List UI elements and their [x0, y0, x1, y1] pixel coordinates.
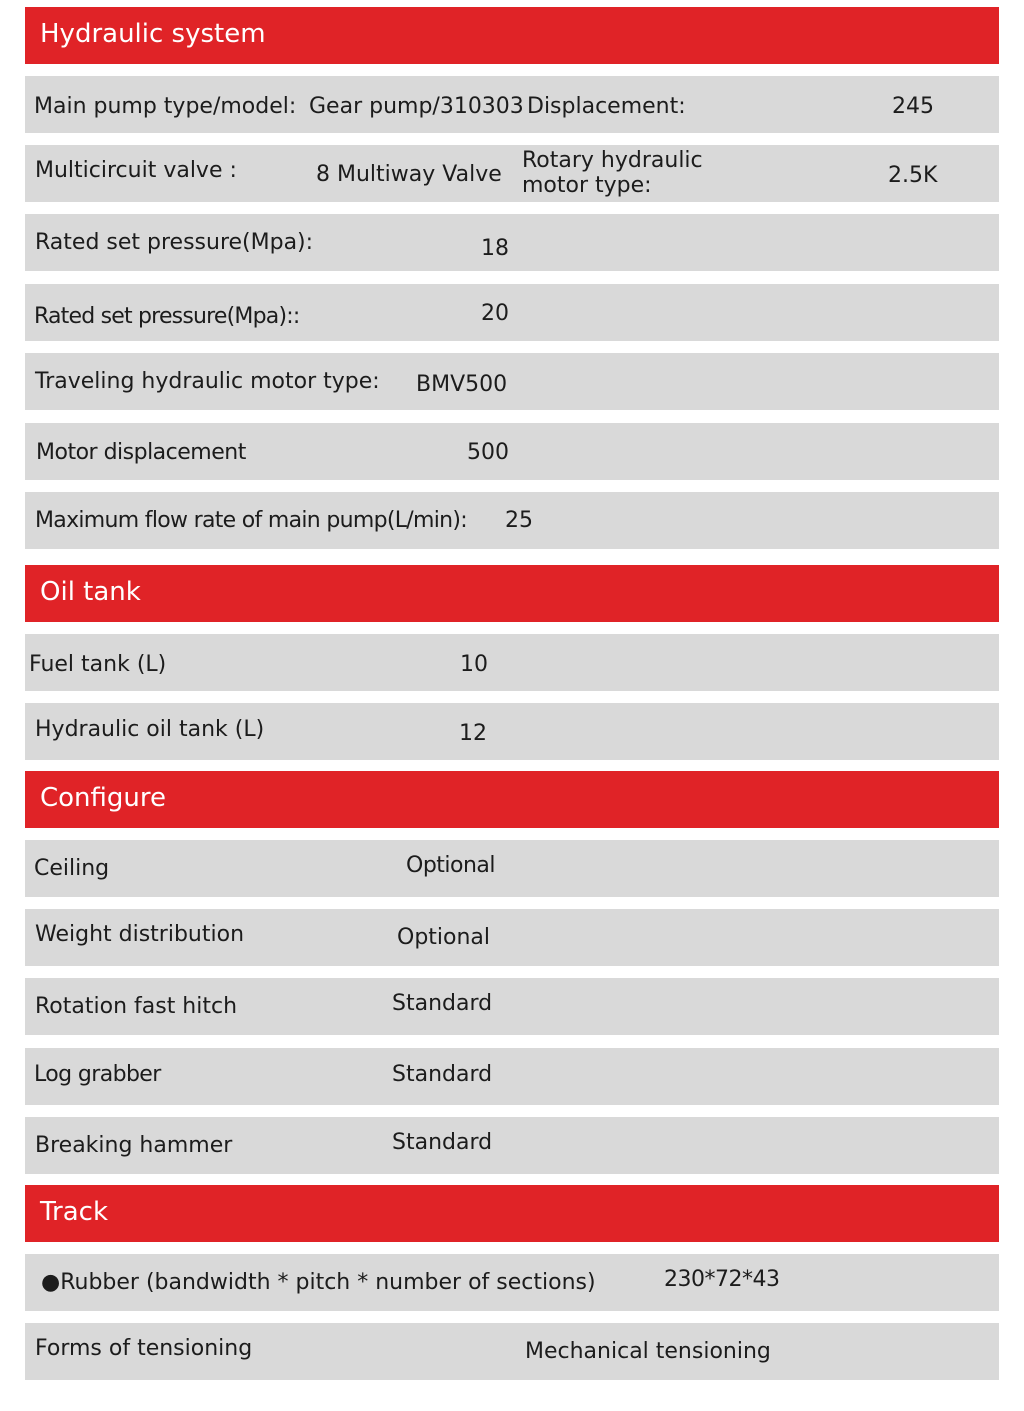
- spec-label: Hydraulic oil tank (L): [35, 717, 265, 742]
- spec-row-multicircuit-valve: [25, 145, 999, 202]
- spec-value: 20: [481, 301, 509, 326]
- spec-label: Fuel tank (L): [29, 652, 167, 677]
- spec-value: Standard: [392, 1130, 493, 1155]
- spec-value: Optional: [406, 853, 496, 878]
- spec-label: Multicircuit valve :: [35, 158, 237, 183]
- spec-value: 245: [892, 94, 934, 119]
- spec-row-ceiling: [25, 840, 999, 897]
- spec-label: Traveling hydraulic motor type:: [35, 369, 380, 394]
- spec-label: Log grabber: [34, 1062, 161, 1087]
- spec-value: 18: [481, 236, 509, 261]
- spec-label: Main pump type/model:: [34, 94, 297, 119]
- spec-value: 230*72*43: [664, 1267, 780, 1292]
- spec-row-breaking-hammer: [25, 1117, 999, 1174]
- spec-label: ●Rubber (bandwidth * pitch * number of sections): [41, 1270, 596, 1295]
- spec-value: BMV500: [416, 372, 508, 397]
- spec-value: 500: [467, 440, 509, 465]
- spec-value: Optional: [397, 925, 491, 950]
- section-title: Hydraulic system: [40, 19, 266, 49]
- section-header-hydraulic-system: [25, 7, 999, 64]
- spec-label: Maximum flow rate of main pump(L/min):: [35, 508, 467, 533]
- spec-label: Rotary hydraulic: [522, 148, 703, 173]
- spec-row-hydraulic-oil-tank: [25, 703, 999, 760]
- spec-label: Displacement:: [527, 94, 686, 119]
- section-title: Oil tank: [40, 577, 141, 607]
- spec-label: Motor displacement: [36, 440, 246, 465]
- spec-label: Rated set pressure(Mpa)::: [34, 304, 300, 329]
- spec-label: Weight distribution: [35, 922, 245, 947]
- section-title: Track: [40, 1197, 109, 1227]
- spec-label: Breaking hammer: [35, 1133, 233, 1158]
- spec-row-rated-set-pressure: [25, 214, 999, 271]
- spec-value: 10: [460, 652, 488, 677]
- section-header-configure: [25, 771, 999, 828]
- spec-row-log-grabber: [25, 1048, 999, 1105]
- spec-row-rotation-fast-hitch: [25, 978, 999, 1035]
- spec-row-rubber-track: [25, 1254, 999, 1311]
- spec-row-rated-set-pressure-2: [25, 284, 999, 341]
- section-header-oil-tank: [25, 565, 999, 622]
- spec-label: Forms of tensioning: [35, 1336, 253, 1361]
- section-title: Configure: [40, 783, 167, 813]
- spec-value: Gear pump/310303: [309, 94, 524, 119]
- spec-value: Standard: [392, 1062, 493, 1087]
- section-header-track: [25, 1185, 999, 1242]
- spec-value: 8 Multiway Valve: [316, 162, 502, 187]
- spec-row-traveling-motor: [25, 353, 999, 410]
- spec-label: Rotation fast hitch: [35, 994, 238, 1019]
- spec-row-max-flow-rate: [25, 492, 999, 549]
- spec-value: 2.5K: [888, 163, 938, 188]
- spec-row-forms-of-tensioning: [25, 1323, 999, 1380]
- spec-label: Ceiling: [34, 856, 110, 881]
- spec-value: Mechanical tensioning: [525, 1339, 771, 1364]
- spec-row-main-pump: [25, 76, 999, 133]
- spec-row-weight-distribution: [25, 909, 999, 966]
- spec-value: Standard: [392, 991, 493, 1016]
- spec-label: Rated set pressure(Mpa):: [35, 230, 314, 255]
- spec-row-motor-displacement: [25, 423, 999, 480]
- spec-label: motor type:: [522, 173, 652, 198]
- spec-value: 12: [459, 721, 487, 746]
- spec-row-fuel-tank: [25, 634, 999, 691]
- spec-value: 25: [505, 508, 533, 533]
